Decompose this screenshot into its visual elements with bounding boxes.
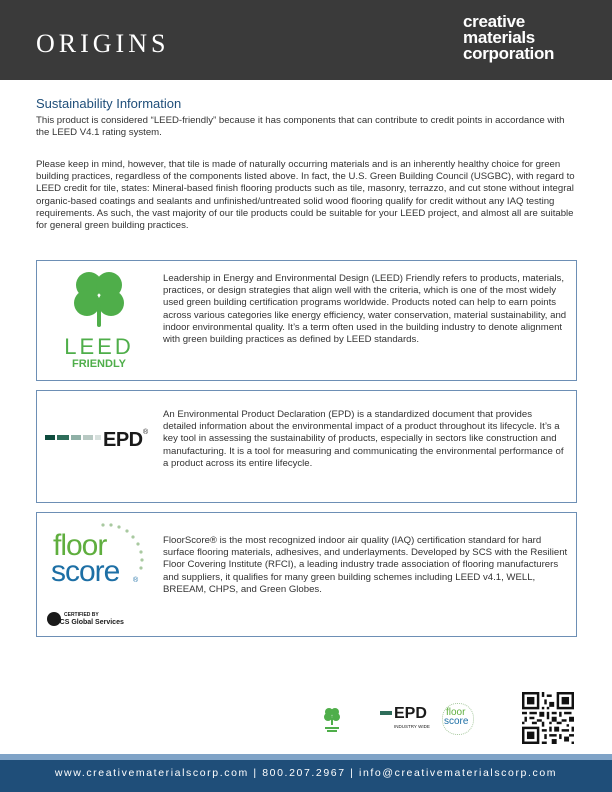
leed-description: Leadership in Energy and Environmental Design (LEED) Friendly refers to products, materials, practices, or design strategies that align well with the criteria, which is one of the most widely used green building certification programs worldwide. Products noted can help to earn points across various categories like energy efficiency, water conservation, material sustainability, and indoor environmental quality. It’s a term often used in the building industry to denote alignment with green building practices as defined by LEED standards. bbox=[163, 273, 567, 346]
footer-floorscore-logo bbox=[442, 703, 474, 735]
footer-epd-subtext: INDUSTRY WIDE bbox=[394, 724, 430, 729]
score-logo-text: score bbox=[51, 555, 120, 588]
footer-clover-icon bbox=[322, 706, 342, 734]
floorscore-registered-mark: ® bbox=[133, 577, 139, 584]
brand-name: ORIGINS bbox=[36, 29, 170, 58]
leed-card bbox=[36, 260, 577, 381]
epd-description: An Environmental Product Declaration (EPD) is a standardized document that provides detailed information about the environmental impact of a product throughout its lifecycle. It’s a key tool in assessing the sustainability of products, especially in sectors like construction and manufacturing. It is a tool for measuring and communicating the environmental performance of a product across its entire lifecycle. bbox=[163, 409, 564, 469]
company-line-2: materials bbox=[463, 28, 535, 47]
footer-score-text: score bbox=[444, 716, 469, 727]
floorscore-card bbox=[36, 512, 577, 637]
epd-logo-text: EPD bbox=[103, 429, 143, 451]
clover-icon bbox=[63, 267, 135, 329]
leed-logo-text: LEED bbox=[64, 334, 134, 359]
floorscore-logo bbox=[43, 519, 153, 631]
scs-global-services-label: SCS Global Services bbox=[55, 619, 124, 626]
floor-logo-text: floor bbox=[53, 529, 107, 562]
company-line-3: corporation bbox=[463, 44, 555, 63]
certified-by-label: CERTIFIED BY bbox=[64, 612, 99, 618]
qr-code-icon[interactable] bbox=[522, 692, 574, 744]
body-paragraph: Please keep in mind, however, that tile is made of naturally occurring materials and is an inherently healthy choice for green building practices, regardless of the components listed above. In fact, the U.S. Green Building Council (USGBC), with regard to LEED credit for tile, states: Mineral-based finish flooring products such as tile, masonry, terrazzo, and cut stone without integral organic-based coatings and sealants and unfinished/untreated solid wood flooring qualify for credit without any IAQ testing requirements. As such, the vast majority of our tile products could be suitable for your LEED project, and almost all are suitable for general green building practices. bbox=[36, 159, 575, 232]
epd-logo bbox=[45, 429, 155, 457]
footer-leed-logo bbox=[322, 706, 342, 734]
section-title: Sustainability Information bbox=[36, 96, 182, 111]
footer-epd-logo bbox=[380, 707, 440, 737]
intro-paragraph: This product is considered “LEED-friendly” because it has components that can contribute to credit points in accordance with the LEED V4.1 rating system. bbox=[36, 115, 565, 139]
floorscore-description: FloorScore® is the most recognized indoor air quality (IAQ) certification standard for hard surface flooring materials, adhesives, and underlayments. Developed by SCS with the Resilient Floor Covering Institute (RFCI), a leading industry trade association of flooring manufacturers and suppliers, it qualifies for many green building schemes including LEED v4.1, WELL, BREEAM, CHPS, and Green Globes. bbox=[163, 535, 568, 595]
company-line-1: creative bbox=[463, 12, 525, 31]
footer-floor-text: floor bbox=[446, 707, 466, 718]
company-logo bbox=[463, 14, 554, 62]
leed-friendly-logo bbox=[63, 267, 135, 375]
epd-card bbox=[36, 390, 577, 503]
page-header bbox=[0, 0, 612, 80]
friendly-logo-text: FRIENDLY bbox=[72, 358, 126, 370]
epd-registered-mark: ® bbox=[143, 429, 149, 436]
footer-epd-text: EPD bbox=[394, 705, 427, 722]
footer-contact[interactable]: www.creativematerialscorp.com | 800.207.2967 | info@creativematerialscorp.com bbox=[54, 767, 558, 779]
